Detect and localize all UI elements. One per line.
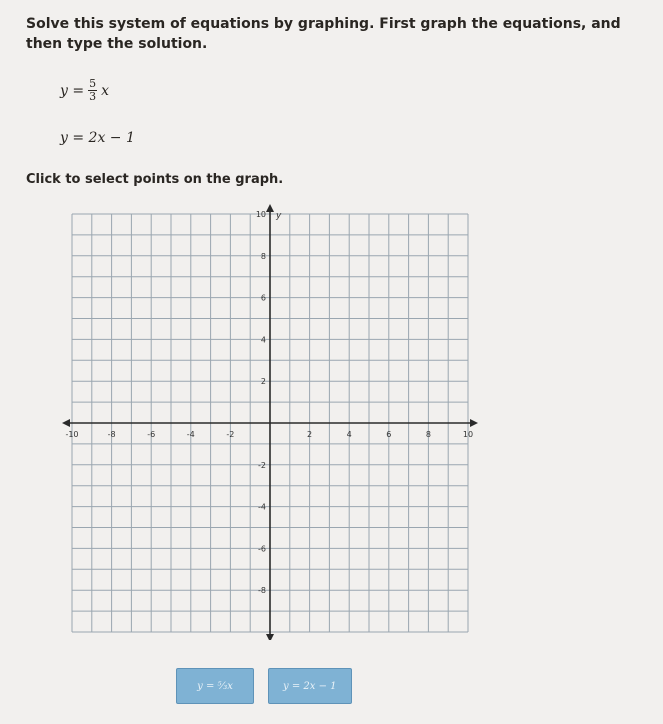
x-tick-label: 4 bbox=[346, 430, 352, 439]
x-tick-label: 6 bbox=[386, 430, 392, 439]
equation-2: y = 2x − 1 bbox=[60, 130, 135, 146]
y-tick-label: 2 bbox=[260, 377, 266, 387]
graph-container[interactable] bbox=[60, 200, 480, 644]
x-tick-label: -4 bbox=[186, 430, 195, 439]
x-tick-label: -10 bbox=[65, 430, 79, 439]
equation-2-select-button[interactable]: y = 2x − 1 bbox=[268, 668, 352, 704]
y-tick-label: -6 bbox=[258, 544, 266, 554]
y-tick-label: -4 bbox=[258, 502, 266, 512]
coordinate-grid[interactable] bbox=[60, 200, 480, 640]
x-tick-label: 8 bbox=[425, 430, 431, 439]
equation-1-var: x bbox=[101, 82, 109, 99]
y-axis-arrow-down bbox=[266, 634, 274, 640]
y-axis-label: y bbox=[276, 211, 282, 221]
equation-1-fraction bbox=[88, 78, 97, 103]
y-axis-arrow-up bbox=[266, 204, 274, 212]
y-tick-label: 4 bbox=[260, 335, 266, 345]
equation-1-numerator: 5 bbox=[89, 77, 97, 90]
instructions-text: Solve this system of equations by graphing. First graph the equations, and then type the solution. bbox=[26, 16, 621, 52]
equation-1-denominator: 3 bbox=[89, 90, 97, 103]
y-tick-label: 10 bbox=[255, 210, 266, 219]
x-tick-label: -8 bbox=[107, 430, 116, 439]
x-tick-label: -2 bbox=[226, 430, 235, 439]
equation-1-select-button[interactable]: y = ⁵⁄₃x bbox=[176, 668, 254, 704]
click-prompt: Click to select points on the graph. bbox=[26, 172, 284, 187]
y-tick-label: -2 bbox=[258, 460, 266, 470]
x-axis-arrow-right bbox=[470, 419, 478, 427]
equation-1 bbox=[60, 78, 109, 103]
y-tick-label: 8 bbox=[260, 251, 266, 261]
y-tick-label: 6 bbox=[260, 293, 266, 303]
x-tick-label: 10 bbox=[462, 430, 474, 439]
y-tick-label: -8 bbox=[258, 586, 266, 596]
x-axis-arrow-left bbox=[62, 419, 70, 427]
x-tick-label: -6 bbox=[147, 430, 156, 439]
legend-buttons bbox=[176, 668, 352, 704]
x-tick-label: 2 bbox=[307, 430, 313, 439]
equation-1-lhs: y = bbox=[60, 82, 85, 99]
